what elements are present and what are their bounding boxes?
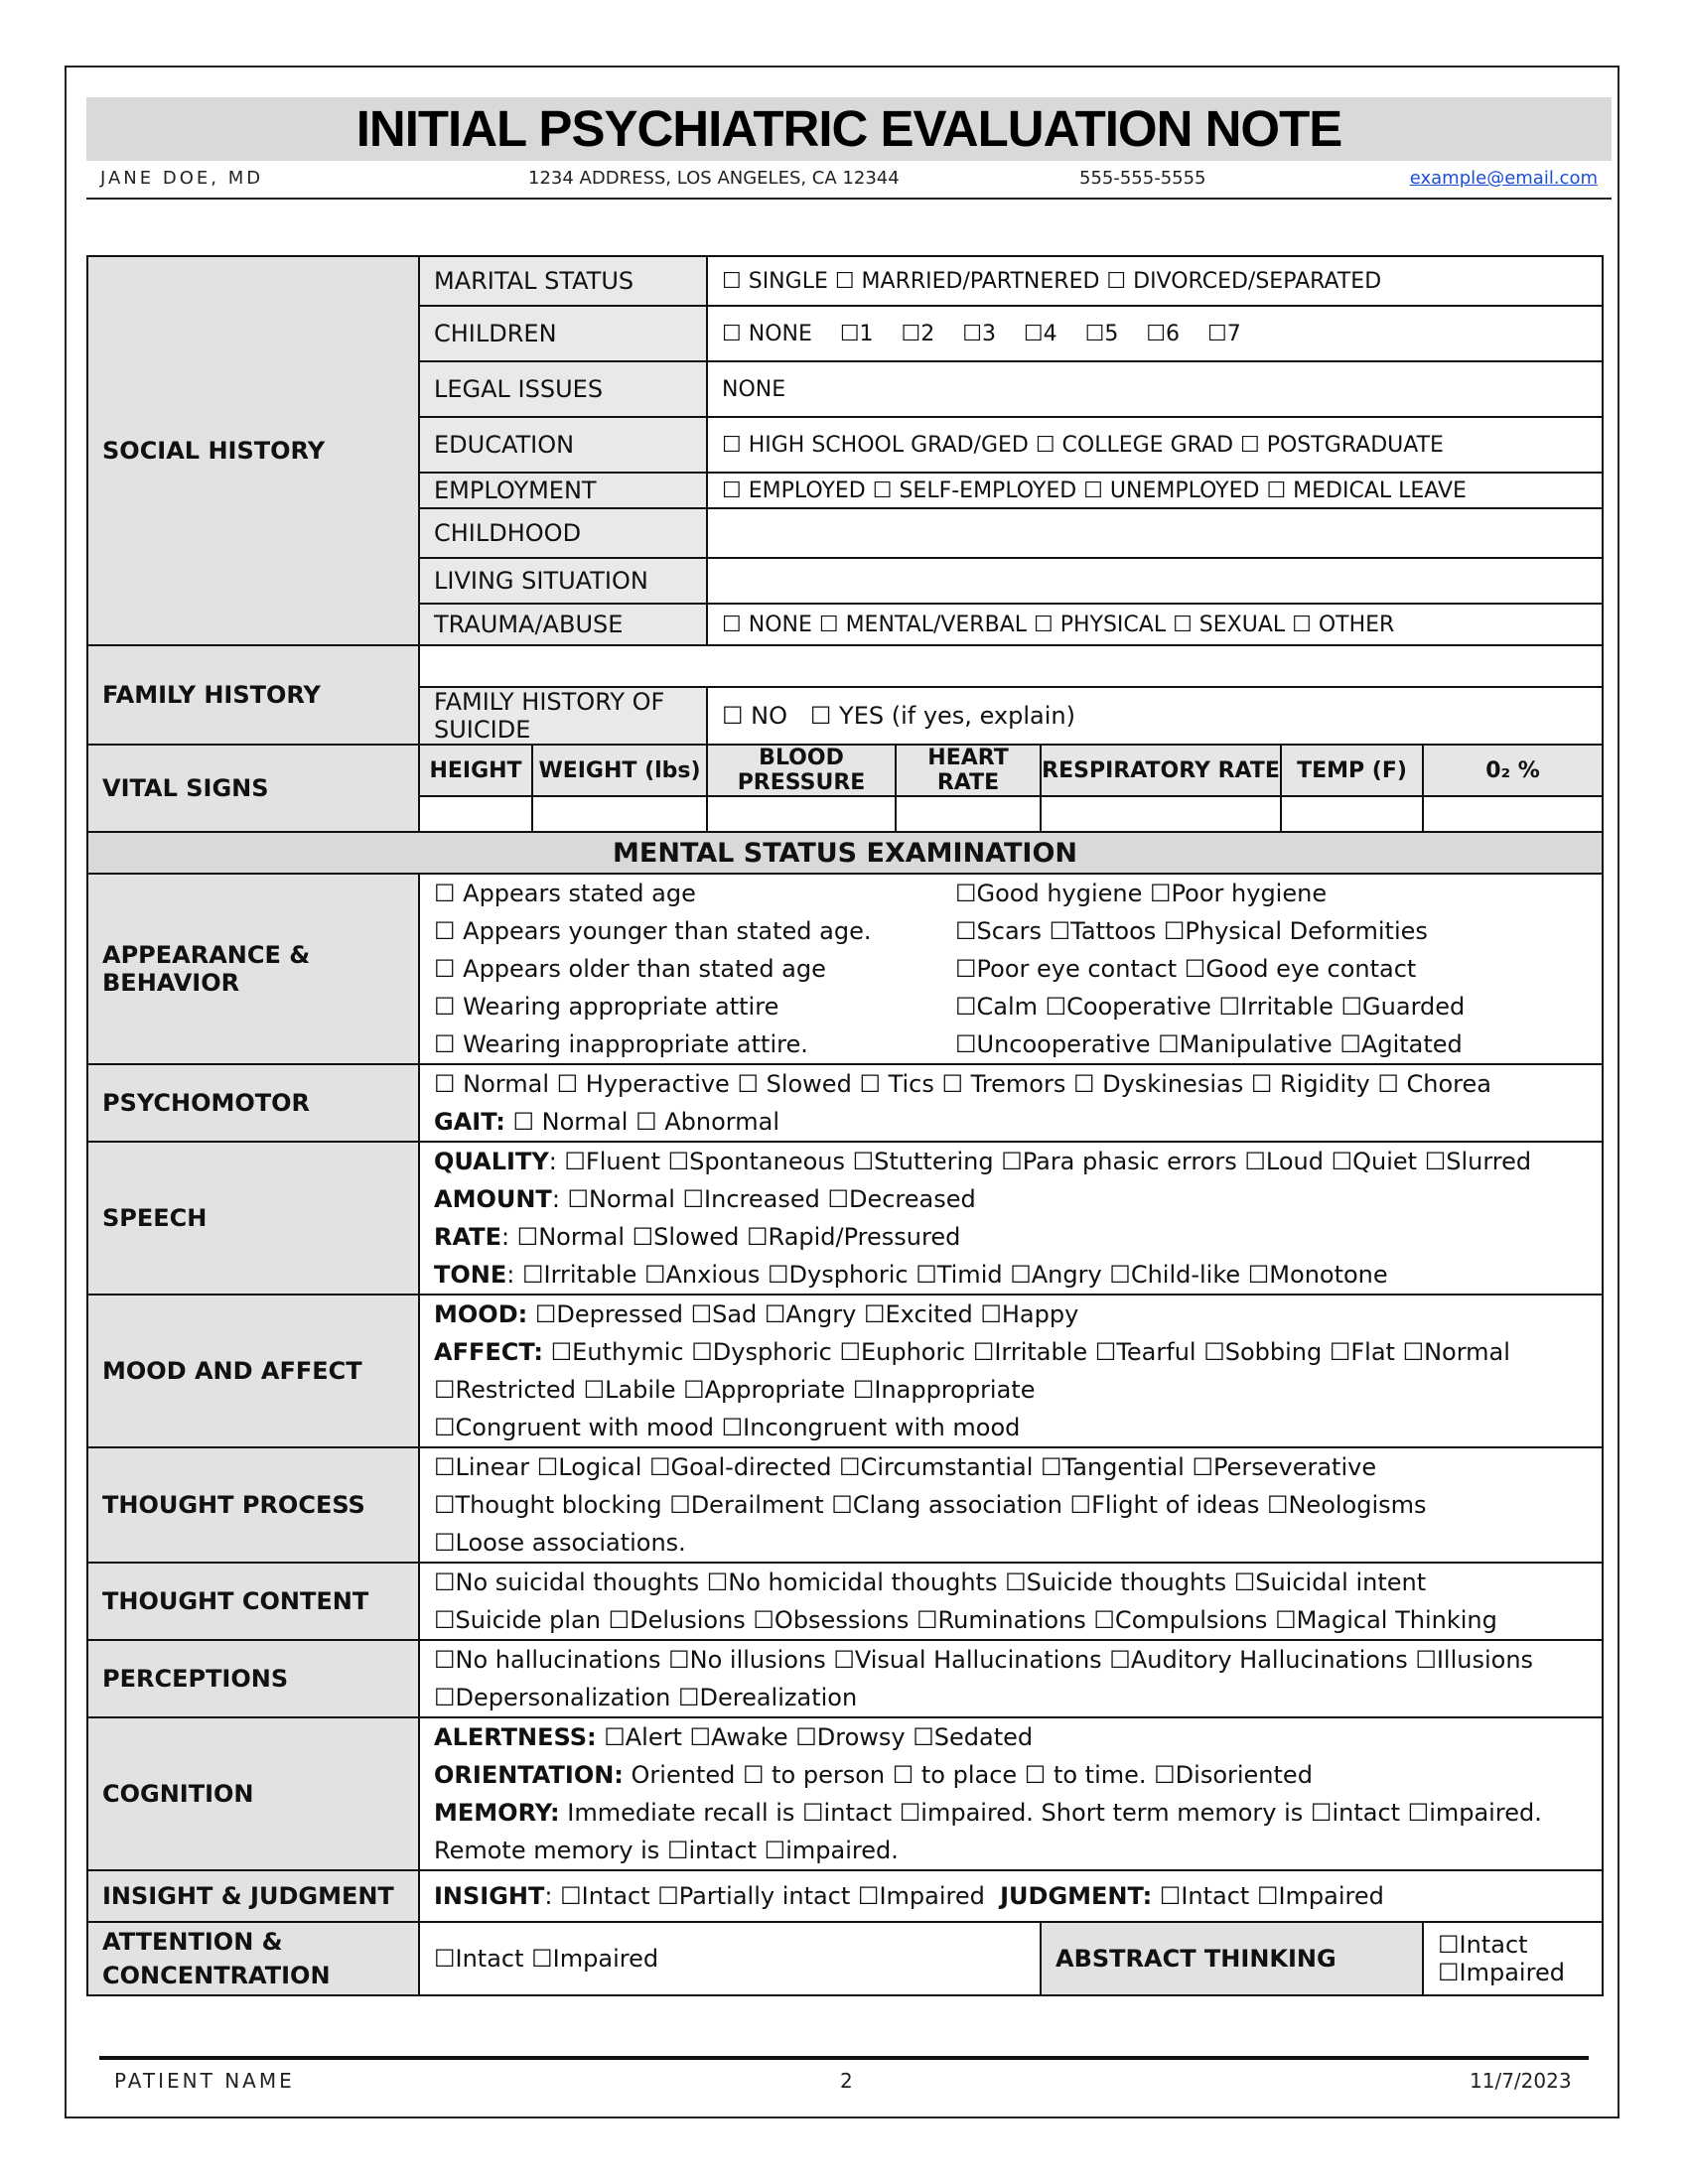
page-number: 2 (840, 2069, 853, 2093)
thought-process-line[interactable]: ☐Loose associations. (434, 1529, 686, 1557)
vital-temp-field[interactable] (1281, 796, 1423, 832)
section-attention-concentration: ATTENTION & CONCENTRATION (87, 1922, 419, 1995)
speech-quality-options[interactable]: : ☐Fluent ☐Spontaneous ☐Stuttering ☐Para phasic errors ☐Loud ☐Quiet ☐Slurred (548, 1148, 1532, 1175)
section-mood-affect: MOOD AND AFFECT (87, 1295, 419, 1447)
label-children: CHILDREN (419, 306, 707, 361)
mse-title: MENTAL STATUS EXAMINATION (87, 832, 1603, 874)
value-family-suicide[interactable]: ☐ NO ☐ YES (if yes, explain) (707, 687, 1603, 745)
vital-header-o2: 0₂ % (1423, 745, 1603, 796)
insight-label: INSIGHT (434, 1882, 545, 1910)
behavior-option[interactable]: ☐Calm ☐Cooperative ☐Irritable ☐Guarded (955, 993, 1466, 1021)
orientation-options[interactable]: Oriented ☐ to person ☐ to place ☐ to time. ☐Disoriented (623, 1761, 1313, 1789)
insight-judgment-options (419, 1870, 1603, 1922)
perceptions-options (419, 1640, 1603, 1717)
title-bar (86, 97, 1612, 161)
orientation-label: ORIENTATION: (434, 1761, 624, 1789)
psychomotor-line[interactable]: ☐ Normal ☐ Hyperactive ☐ Slowed ☐ Tics ☐ Tremors ☐ Dyskinesias ☐ Rigidity ☐ Chorea (434, 1070, 1491, 1098)
section-vital-signs: VITAL SIGNS (87, 745, 419, 832)
value-employment[interactable]: ☐ EMPLOYED ☐ SELF-EMPLOYED ☐ UNEMPLOYED ☐ MEDICAL LEAVE (707, 473, 1603, 508)
vital-header-respiratory-rate: RESPIRATORY RATE (1041, 745, 1281, 796)
section-family-history: FAMILY HISTORY (87, 645, 419, 745)
attention-options[interactable]: ☐Intact ☐Impaired (419, 1922, 1041, 1995)
insight-options[interactable]: : ☐Intact ☐Partially intact ☐Impaired (544, 1882, 1001, 1910)
vital-header-heart-rate: HEART RATE (896, 745, 1041, 796)
thought-process-line[interactable]: ☐Linear ☐Logical ☐Goal-directed ☐Circumstantial ☐Tangential ☐Perseverative (434, 1453, 1377, 1481)
thought-content-options (419, 1563, 1603, 1640)
appearance-option[interactable]: ☐ Appears stated age (434, 880, 696, 907)
section-perceptions: PERCEPTIONS (87, 1640, 419, 1717)
alertness-options[interactable]: ☐Alert ☐Awake ☐Drowsy ☐Sedated (596, 1723, 1034, 1751)
appearance-options (419, 874, 1603, 1064)
abstract-thinking-label: ABSTRACT THINKING (1041, 1922, 1423, 1995)
value-education[interactable]: ☐ HIGH SCHOOL GRAD/GED ☐ COLLEGE GRAD ☐ POSTGRADUATE (707, 417, 1603, 473)
gait-label: GAIT: (434, 1108, 505, 1136)
vital-weight-field[interactable] (532, 796, 707, 832)
section-speech: SPEECH (87, 1142, 419, 1295)
behavior-option[interactable]: ☐Poor eye contact ☐Good eye contact (955, 955, 1417, 983)
speech-amount-label: AMOUNT (434, 1185, 552, 1213)
section-cognition: COGNITION (87, 1717, 419, 1870)
speech-tone-label: TONE (434, 1261, 507, 1289)
footer-rule (99, 2056, 1589, 2060)
vital-blood-pressure-field[interactable] (707, 796, 896, 832)
behavior-option[interactable]: ☐Scars ☐Tattoos ☐Physical Deformities (955, 917, 1428, 945)
judgment-options[interactable]: ☐Intact ☐Impaired (1152, 1882, 1384, 1910)
appearance-option[interactable]: ☐ Appears older than stated age (434, 955, 826, 983)
label-trauma-abuse: TRAUMA/ABUSE (419, 604, 707, 645)
behavior-option[interactable]: ☐Good hygiene ☐Poor hygiene (955, 880, 1328, 907)
speech-rate-options[interactable]: : ☐Normal ☐Slowed ☐Rapid/Pressured (500, 1223, 961, 1251)
affect-options-line[interactable]: ☐Restricted ☐Labile ☐Appropriate ☐Inappropriate (434, 1376, 1036, 1404)
vital-respiratory-rate-field[interactable] (1041, 796, 1281, 832)
memory-options[interactable]: Immediate recall is ☐intact ☐impaired. Short term memory is ☐intact ☐impaired. (559, 1799, 1542, 1827)
page-title: INITIAL PSYCHIATRIC EVALUATION NOTE (355, 100, 1342, 157)
perceptions-line[interactable]: ☐Depersonalization ☐Derealization (434, 1684, 858, 1711)
thought-process-options (419, 1447, 1603, 1563)
speech-quality-label: QUALITY (434, 1148, 549, 1175)
speech-options (419, 1142, 1603, 1295)
remote-memory-options[interactable]: Remote memory is ☐intact ☐impaired. (434, 1837, 899, 1864)
thought-process-line[interactable]: ☐Thought blocking ☐Derailment ☐Clang association ☐Flight of ideas ☐Neologisms (434, 1491, 1427, 1519)
affect-label: AFFECT: (434, 1338, 544, 1366)
speech-amount-options[interactable]: : ☐Normal ☐Increased ☐Decreased (551, 1185, 976, 1213)
thought-content-line[interactable]: ☐No suicidal thoughts ☐No homicidal thoughts ☐Suicide thoughts ☐Suicidal intent (434, 1569, 1427, 1596)
value-trauma-abuse[interactable]: ☐ NONE ☐ MENTAL/VERBAL ☐ PHYSICAL ☐ SEXUAL ☐ OTHER (707, 604, 1603, 645)
appearance-option[interactable]: ☐ Wearing appropriate attire (434, 993, 779, 1021)
memory-label: MEMORY: (434, 1799, 560, 1827)
mood-options (419, 1295, 1603, 1447)
affect-options-line[interactable]: ☐Euthymic ☐Dysphoric ☐Euphoric ☐Irritable ☐Tearful ☐Sobbing ☐Flat ☐Normal (543, 1338, 1510, 1366)
section-insight-judgment: INSIGHT & JUDGMENT (87, 1870, 419, 1922)
vital-header-blood-pressure: BLOOD PRESSURE (707, 745, 896, 796)
vital-header-temp: TEMP (F) (1281, 745, 1423, 796)
address: 1234 ADDRESS, LOS ANGELES, CA 12344 (528, 168, 900, 189)
evaluation-table (86, 255, 1604, 1996)
section-thought-content: THOUGHT CONTENT (87, 1563, 419, 1640)
appearance-option[interactable]: ☐ Appears younger than stated age. (434, 917, 872, 945)
section-social-history: SOCIAL HISTORY (87, 256, 419, 645)
section-psychomotor: PSYCHOMOTOR (87, 1064, 419, 1142)
letterhead (86, 164, 1612, 200)
phone: 555-555-5555 (1079, 168, 1206, 189)
label-employment: EMPLOYMENT (419, 473, 707, 508)
psychomotor-options (419, 1064, 1603, 1142)
congruence-options-line[interactable]: ☐Congruent with mood ☐Incongruent with mood (434, 1414, 1021, 1441)
mood-options-line[interactable]: ☐Depressed ☐Sad ☐Angry ☐Excited ☐Happy (527, 1300, 1079, 1328)
patient-name-label: PATIENT NAME (114, 2069, 295, 2093)
abstract-thinking-options[interactable]: ☐Intact ☐Impaired (1423, 1922, 1603, 1995)
section-appearance-behavior: APPEARANCE & BEHAVIOR (87, 874, 419, 1064)
label-family-suicide: FAMILY HISTORY OF SUICIDE (419, 687, 707, 745)
value-living-situation[interactable] (707, 558, 1603, 604)
speech-rate-label: RATE (434, 1223, 501, 1251)
doctor-name: JANE DOE, MD (100, 168, 264, 189)
value-legal-issues[interactable]: NONE (707, 361, 1603, 417)
vital-header-height: HEIGHT (419, 745, 532, 796)
email-link[interactable]: example@email.com (1409, 168, 1598, 189)
footer-date: 11/7/2023 (1470, 2069, 1572, 2093)
label-education: EDUCATION (419, 417, 707, 473)
value-marital-status[interactable]: ☐ SINGLE ☐ MARRIED/PARTNERED ☐ DIVORCED/SEPARATED (707, 256, 1603, 306)
vital-heart-rate-field[interactable] (896, 796, 1041, 832)
section-thought-process: THOUGHT PROCESS (87, 1447, 419, 1563)
thought-content-line[interactable]: ☐Suicide plan ☐Delusions ☐Obsessions ☐Ruminations ☐Compulsions ☐Magical Thinking (434, 1606, 1497, 1634)
gait-options[interactable]: ☐ Normal ☐ Abnormal (504, 1108, 779, 1136)
vital-height-field[interactable] (419, 796, 532, 832)
vital-o2-field[interactable] (1423, 796, 1603, 832)
family-history-field[interactable] (419, 645, 1603, 687)
appearance-option[interactable]: ☐ Wearing inappropriate attire. (434, 1030, 808, 1058)
judgment-label: JUDGMENT: (1000, 1882, 1153, 1910)
label-childhood: CHILDHOOD (419, 508, 707, 558)
mood-label: MOOD: (434, 1300, 528, 1328)
cognition-options (419, 1717, 1603, 1870)
behavior-option[interactable]: ☐Uncooperative ☐Manipulative ☐Agitated (955, 1030, 1463, 1058)
alertness-label: ALERTNESS: (434, 1723, 597, 1751)
vital-header-weight: WEIGHT (lbs) (532, 745, 707, 796)
perceptions-line[interactable]: ☐No hallucinations ☐No illusions ☐Visual Hallucinations ☐Auditory Hallucinations ☐Illusions (434, 1646, 1534, 1674)
label-marital-status: MARITAL STATUS (419, 256, 707, 306)
value-children[interactable]: ☐ NONE ☐1 ☐2 ☐3 ☐4 ☐5 ☐6 ☐7 (707, 306, 1603, 361)
speech-tone-options[interactable]: : ☐Irritable ☐Anxious ☐Dysphoric ☐Timid ☐Angry ☐Child-like ☐Monotone (506, 1261, 1388, 1289)
value-childhood[interactable] (707, 508, 1603, 558)
label-legal-issues: LEGAL ISSUES (419, 361, 707, 417)
label-living-situation: LIVING SITUATION (419, 558, 707, 604)
